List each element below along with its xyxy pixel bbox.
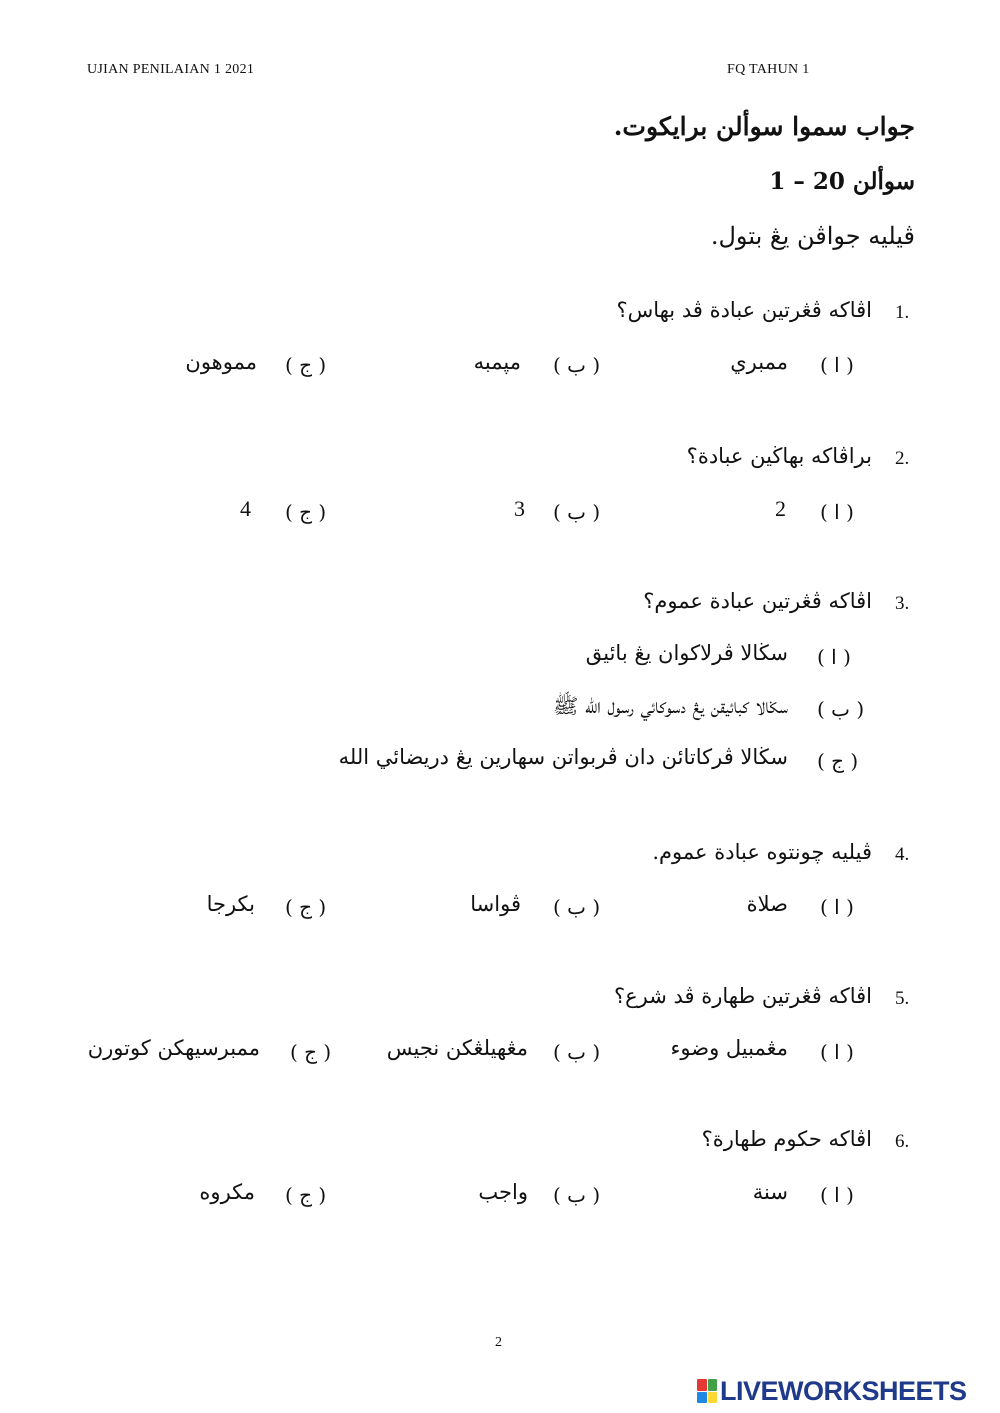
question-text: اڤاكه ڤڠرتين عبادة ڤد بهاس؟ [616,298,872,322]
option-text: سڬالا ڤرلاكوان يڠ بائيق [585,641,788,665]
option-label: ( ا ) [820,353,854,377]
question-text: اڤاكه ڤڠرتين طهارة ڤد شرع؟ [613,984,872,1008]
question-number: 5. [895,988,910,1009]
option-label: ( ج ) [285,353,327,377]
option-text: سنة [752,1180,788,1204]
option-text: ڤواسا [470,892,521,916]
option-label: ( ب ) [553,895,601,919]
liveworksheets-wordmark: LIVEWORKSHEETS [720,1375,967,1406]
option-text: مپمبه [473,350,521,374]
option-label: ( ج ) [290,1040,332,1064]
option-label: ( ب ) [553,1040,601,1064]
option-text: بكرجا [206,892,255,916]
question-text: اڤاكه حكوم طهارة؟ [701,1127,872,1151]
option-label: ( ج ) [817,749,859,773]
option-label: ( ب ) [553,1183,601,1207]
page-header-right: FQ TAHUN 1 [727,62,810,77]
option-label: ( ا ) [820,1183,854,1207]
option-text: سڬالا ڤركاتائن دان ڤربواتن سهارين يڠ دريضائي الله [338,745,788,769]
option-label: ( ا ) [820,500,854,524]
question-text: اڤاكه ڤڠرتين عبادة عموم؟ [643,589,872,613]
option-text: ممبري [730,350,788,374]
question-number: 2. [895,448,910,469]
option-label: ( ج ) [285,895,327,919]
option-text: 4 [240,496,251,521]
instruction-choose: ڤيليه جواڤن يڠ بتول. [710,222,915,250]
question-number: 6. [895,1131,910,1152]
question-number: 1. [895,302,910,323]
option-text: واجب [478,1180,528,1204]
option-label: ( ب ) [553,500,601,524]
option-label: ( ب ) [553,353,601,377]
option-text: 2 [775,496,786,521]
page-header-left: UJIAN PENILAIAN 1 2021 [87,62,255,77]
option-label: ( ا ) [820,895,854,919]
option-label: ( ج ) [285,1183,327,1207]
page-number: 2 [495,1335,502,1350]
instruction-range: سوألن 20 – 1 [769,168,915,195]
question-text: براڤاكه بهاڬين عبادة؟ [686,444,872,468]
question-number: 4. [895,844,910,865]
option-label: ( ا ) [820,1040,854,1064]
option-text: ممبرسيهكن كوتورن [87,1036,260,1060]
option-text: 3 [514,496,525,521]
option-label: ( ا ) [817,645,851,669]
question-text: ڤيليه چونتوه عبادة عموم. [652,840,872,864]
option-text: مموهون [185,350,257,374]
option-text: مكروه [199,1180,255,1204]
option-label: ( ج ) [285,500,327,524]
option-label: ( ب ) [817,697,865,721]
liveworksheets-logo [697,1375,967,1406]
option-text: مڠمبيل وضوء [670,1036,788,1060]
question-number: 3. [895,593,910,614]
instruction-main: جواب سموا سوألن برايكوت. [613,112,915,141]
option-text: سڬالا كبائيقن يڠ دسوكائي رسول الله ﷺ [552,694,788,718]
option-text: صلاة [746,892,788,916]
liveworksheets-icon [697,1379,717,1403]
option-text: مڠهيلڠكن نجيس [386,1036,528,1060]
